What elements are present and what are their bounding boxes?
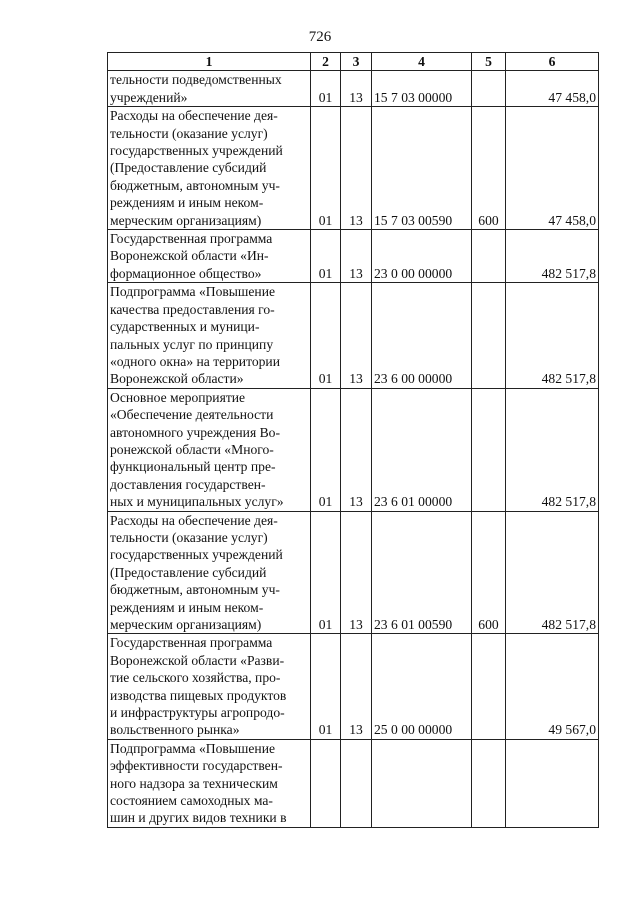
table-row — [108, 230, 599, 283]
description-line: тие сельского хозяйства, про- — [110, 670, 281, 686]
description-line: пальных услуг по принципу — [110, 336, 274, 352]
description-line: Воронежской области «Ин- — [110, 248, 269, 264]
description-line: мерческим организациям) — [110, 212, 262, 228]
description-line: Государственная программа — [110, 231, 273, 247]
header-col-6: 6 — [506, 53, 599, 71]
header-col-4: 4 — [372, 53, 472, 71]
section-code: 01 — [311, 511, 341, 634]
amount-value: 482 517,8 — [506, 283, 599, 388]
subsection-code: 13 — [341, 107, 372, 230]
section-code: 01 — [311, 283, 341, 388]
section-code — [311, 739, 341, 827]
description-line: «Обеспечение деятельности — [110, 407, 274, 423]
description-line: функциональный центр пре- — [110, 459, 276, 475]
section-code: 01 — [311, 634, 341, 739]
description-line: государственных учреждений — [110, 143, 283, 159]
section-code: 01 — [311, 107, 341, 230]
expense-type-code — [472, 71, 506, 107]
description-line: «одного окна» на территории — [110, 353, 280, 369]
description-line: Расходы на обеспечение дея- — [110, 108, 278, 124]
description-line: эффективности государствен- — [110, 758, 283, 774]
description-line: учреждений» — [110, 89, 188, 105]
subsection-code: 13 — [341, 388, 372, 511]
row-description — [108, 283, 311, 388]
subsection-code: 13 — [341, 71, 372, 107]
description-line: тельности (оказание услуг) — [110, 529, 268, 545]
amount-value: 47 458,0 — [506, 71, 599, 107]
description-line: Основное мероприятие — [110, 389, 246, 405]
row-description — [108, 71, 311, 107]
expense-type-code — [472, 230, 506, 283]
description-line: Расходы на обеспечение дея- — [110, 512, 278, 528]
table-row — [108, 739, 599, 827]
description-line: мерческим организациям) — [110, 617, 262, 632]
description-line: вольственного рынка» — [110, 722, 240, 738]
description-line: шин и других видов техники в — [110, 810, 287, 826]
table-row — [108, 283, 599, 388]
description-line: и инфраструктуры агропродо- — [110, 705, 285, 721]
description-line: Государственная программа — [110, 635, 273, 651]
expense-type-code — [472, 634, 506, 739]
target-article-code: 15 7 03 00000 — [372, 71, 472, 107]
subsection-code: 13 — [341, 230, 372, 283]
amount-value: 49 567,0 — [506, 634, 599, 739]
description-line: бюджетным, автономным уч- — [110, 582, 280, 598]
description-line: автономного учреждения Во- — [110, 424, 280, 440]
row-description — [108, 511, 311, 634]
row-description — [108, 230, 311, 283]
description-line: государственных учреждений — [110, 547, 283, 563]
expense-type-code: 600 — [472, 107, 506, 230]
target-article-code: 15 7 03 00590 — [372, 107, 472, 230]
description-line: доставления государствен- — [110, 476, 266, 492]
subsection-code: 13 — [341, 283, 372, 388]
description-line: Воронежской области «Разви- — [110, 652, 285, 668]
subsection-code: 13 — [341, 511, 372, 634]
description-line: Подпрограмма «Повышение — [110, 740, 276, 756]
table-row — [108, 634, 599, 739]
row-description — [108, 107, 311, 230]
description-line: Воронежской области» — [110, 371, 244, 387]
description-line: формационное общество» — [110, 265, 262, 281]
description-line: тельности подведомственных — [110, 72, 282, 88]
expense-type-code: 600 — [472, 511, 506, 634]
target-article-code: 23 6 00 00000 — [372, 283, 472, 388]
target-article-code: 25 0 00 00000 — [372, 634, 472, 739]
description-line: реждениям и иным неком- — [110, 195, 264, 211]
target-article-code: 23 0 00 00000 — [372, 230, 472, 283]
target-article-code — [372, 739, 472, 827]
amount-value: 47 458,0 — [506, 107, 599, 230]
subsection-code — [341, 739, 372, 827]
header-col-5: 5 — [472, 53, 506, 71]
description-line: тельности (оказание услуг) — [110, 125, 268, 141]
header-col-2: 2 — [311, 53, 341, 71]
description-line: (Предоставление субсидий — [110, 160, 267, 176]
section-code: 01 — [311, 71, 341, 107]
table-row — [108, 71, 599, 107]
row-description — [108, 388, 311, 511]
amount-value: 482 517,8 — [506, 388, 599, 511]
expense-type-code — [472, 388, 506, 511]
table-body — [108, 71, 599, 827]
amount-value: 482 517,8 — [506, 230, 599, 283]
expense-type-code — [472, 739, 506, 827]
header-col-1: 1 — [108, 53, 311, 71]
header-row — [108, 53, 599, 71]
amount-value — [506, 739, 599, 827]
description-line: (Предоставление субсидий — [110, 564, 267, 580]
section-code: 01 — [311, 388, 341, 511]
description-line: ных и муниципальных услуг» — [110, 494, 284, 510]
header-col-3: 3 — [341, 53, 372, 71]
description-line: ронежской области «Много- — [110, 441, 274, 457]
table-row — [108, 511, 599, 634]
target-article-code: 23 6 01 00590 — [372, 511, 472, 634]
budget-table — [107, 52, 599, 828]
description-line: ного надзора за техническим — [110, 775, 278, 791]
description-line: изводства пищевых продуктов — [110, 687, 287, 703]
amount-value: 482 517,8 — [506, 511, 599, 634]
table-row — [108, 388, 599, 511]
row-description — [108, 634, 311, 739]
description-line: состоянием самоходных ма- — [110, 793, 273, 809]
description-line: сударственных и муници- — [110, 319, 260, 335]
subsection-code: 13 — [341, 634, 372, 739]
expense-type-code — [472, 283, 506, 388]
row-description — [108, 739, 311, 827]
page-number: 726 — [308, 29, 332, 45]
description-line: качества предоставления го- — [110, 301, 275, 317]
description-line: Подпрограмма «Повышение — [110, 284, 276, 300]
target-article-code: 23 6 01 00000 — [372, 388, 472, 511]
table-header — [108, 53, 599, 71]
section-code: 01 — [311, 230, 341, 283]
description-line: бюджетным, автономным уч- — [110, 177, 280, 193]
description-line: реждениям и иным неком- — [110, 599, 264, 615]
table-row — [108, 107, 599, 230]
